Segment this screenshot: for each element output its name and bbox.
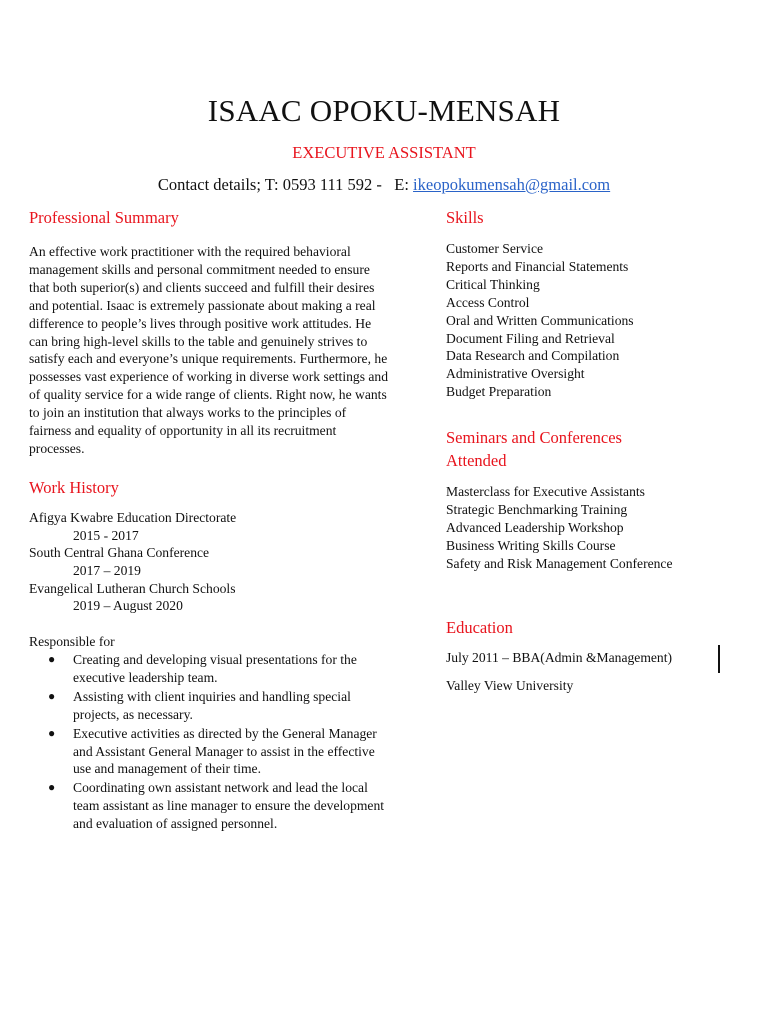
job-employer: Evangelical Lutheran Church Schools [29, 580, 236, 596]
responsibility-line: Creating and developing visual presentations for the [73, 652, 357, 667]
education-institution: Valley View University [446, 677, 574, 693]
responsibility-item [29, 779, 434, 833]
seminar-item: Safety and Risk Management Conference [446, 555, 673, 571]
work-history-list [29, 509, 434, 615]
text-cursor [718, 645, 720, 673]
skill-item: Administrative Oversight [446, 366, 585, 382]
responsibility-line: use and management of their time. [73, 761, 261, 777]
summary-line: fairness and equality of opportunity in all its recruitment [29, 423, 337, 439]
summary-line: management skills and personal commitment needed to ensure [29, 261, 370, 277]
responsibility-item [29, 688, 434, 724]
responsibility-item [29, 651, 434, 687]
left-column [29, 207, 434, 834]
seminars-heading-line: Seminars and Conferences [446, 428, 622, 448]
responsibility-line: and Assistant General Manager to assist in the effective [73, 743, 375, 759]
skill-item: Customer Service [446, 241, 544, 256]
skills-list [446, 240, 746, 401]
skill-item: Budget Preparation [446, 384, 552, 400]
summary-line: difference to people’s lives through positive work attitudes. He [29, 315, 372, 331]
professional-summary-text [29, 243, 434, 458]
bullet-icon: ● [48, 688, 56, 703]
job-period: 2019 – August 2020 [73, 598, 183, 614]
responsibility-line: Executive activities as directed by the General Manager [73, 725, 377, 741]
skills-heading: Skills [446, 208, 484, 227]
seminar-item: Strategic Benchmarking Training [446, 502, 628, 518]
summary-line: satisfy each and everyone’s unique requirements. Furthermore, he [29, 351, 388, 367]
skill-item: Access Control [446, 294, 530, 310]
seminar-item: Advanced Leadership Workshop [446, 519, 624, 535]
skill-item: Document Filing and Retrieval [446, 330, 615, 346]
education-heading: Education [446, 617, 513, 637]
summary-line: and potential. Isaac is extremely passionate about making a real [29, 297, 376, 313]
candidate-name: ISAAC OPOKU-MENSAH [207, 93, 561, 128]
responsibility-item [29, 725, 434, 779]
education-degree: July 2011 – BBA(Admin &Management) [446, 649, 673, 665]
responsibility-line: Assisting with client inquiries and handling special [73, 688, 351, 704]
work-history-heading: Work History [29, 477, 119, 497]
skill-item: Data Research and Compilation [446, 348, 620, 364]
summary-line: processes. [29, 440, 85, 456]
seminar-item: Business Writing Skills Course [446, 537, 616, 553]
seminars-list [446, 483, 746, 573]
job-title: EXECUTIVE ASSISTANT [292, 143, 476, 162]
job-employer: South Central Ghana Conference [29, 545, 210, 561]
summary-line: of quality service for a wide range of clients. Right now, he wants [29, 387, 387, 403]
right-column [446, 207, 746, 695]
summary-line: can bring high-level skills to the table and genuinely strives to [29, 333, 368, 349]
summary-line: that both superior(s) and clients succeed and fulfill their desires [29, 279, 375, 295]
professional-summary-heading: Professional Summary [29, 208, 179, 227]
seminars-heading [446, 426, 746, 472]
responsibility-line: team assistant as line manager to ensure the development [73, 798, 385, 814]
responsibility-line: executive leadership team. [73, 669, 218, 685]
summary-line: possesses vast experience of working in diverse work settings and [29, 369, 389, 385]
summary-line: to join an institution that always works to the principles of [29, 405, 347, 421]
responsibilities-label: Responsible for [29, 634, 115, 650]
job-period: 2015 - 2017 [73, 527, 139, 543]
job-period: 2017 – 2019 [73, 562, 141, 578]
bullet-icon: ● [48, 652, 56, 666]
responsibility-line: Coordinating own assistant network and lead the local [73, 780, 368, 796]
seminars-heading-line: Attended [446, 451, 507, 471]
contact-details [0, 175, 768, 195]
responsibilities-list [29, 651, 434, 833]
summary-line: An effective work practitioner with the required behavioral [29, 244, 351, 259]
bullet-icon: ● [48, 725, 56, 740]
skill-item: Oral and Written Communications [446, 312, 634, 328]
job-employer: Afigya Kwabre Education Directorate [29, 509, 237, 525]
email-link[interactable]: ikeopokumensah@gmail.com [413, 175, 611, 194]
skill-item: Reports and Financial Statements [446, 258, 629, 274]
contact-phone-text: Contact details; T: 0593 111 592 - E: [157, 175, 414, 194]
responsibility-line: projects, as necessary. [73, 706, 193, 722]
skill-item: Critical Thinking [446, 276, 540, 292]
seminar-item: Masterclass for Executive Assistants [446, 484, 645, 500]
bullet-icon: ● [48, 780, 56, 795]
responsibility-line: and evaluation of assigned personnel. [73, 816, 278, 832]
